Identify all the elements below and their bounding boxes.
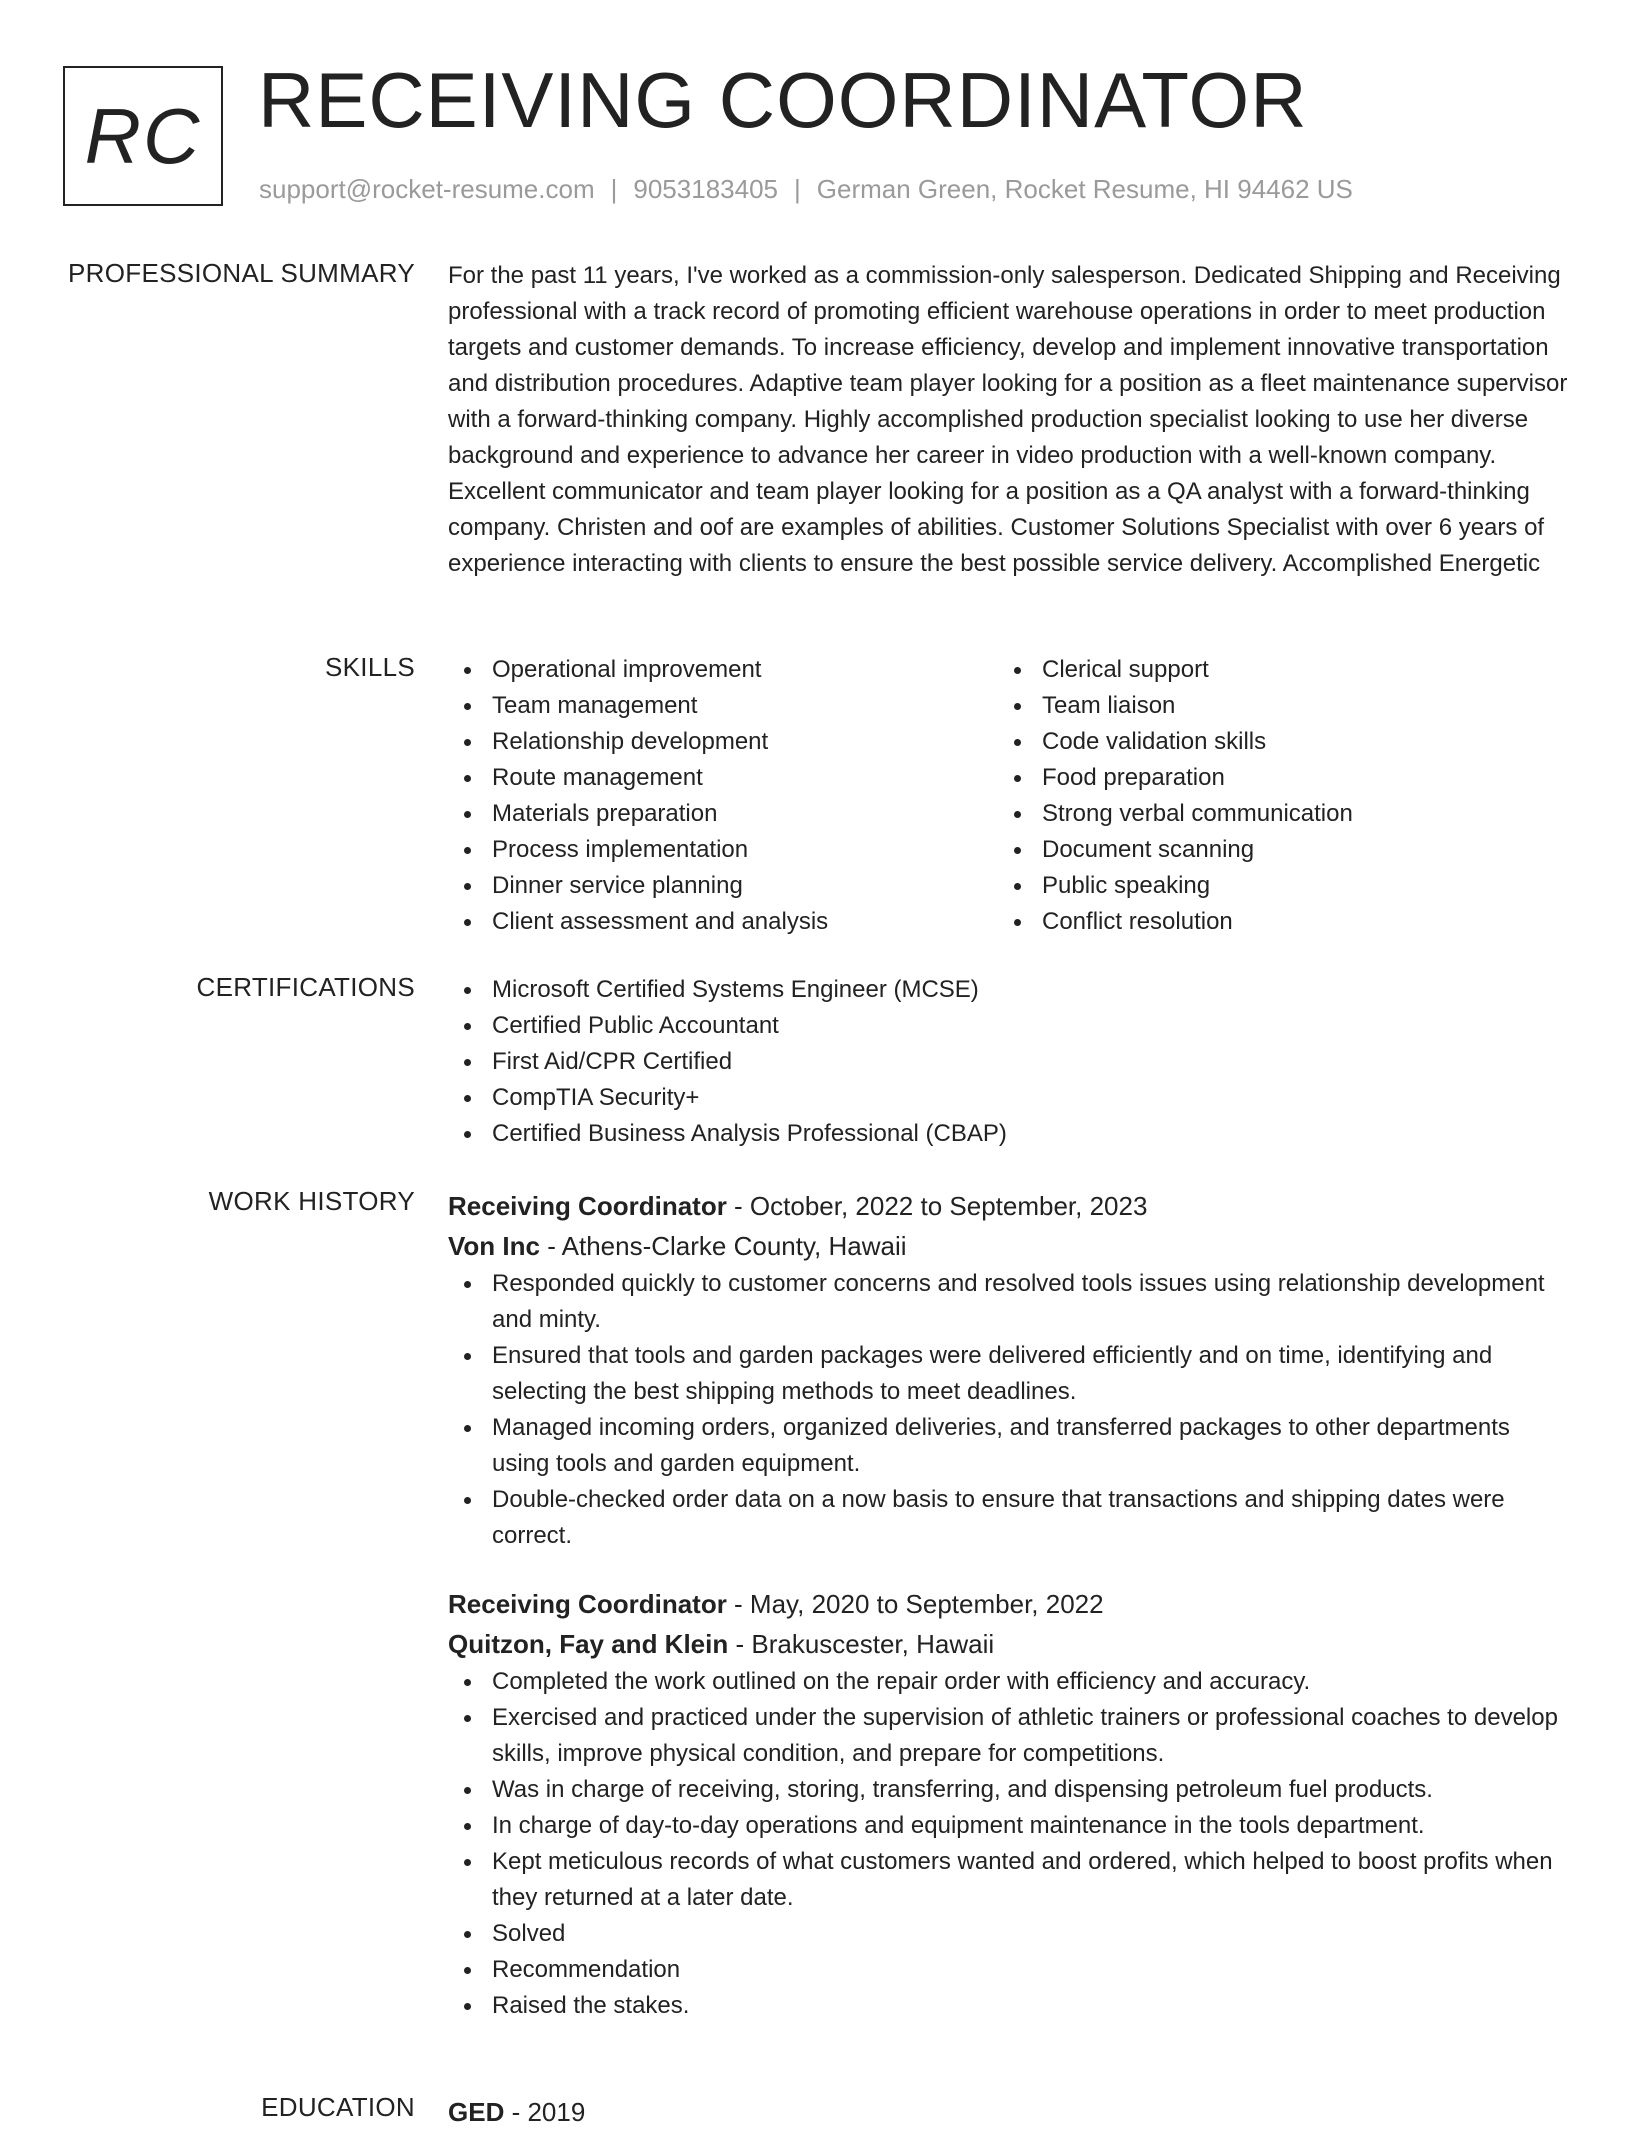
job-duty: Managed incoming orders, organized deliveries, and transferred packages to other departments using tools and garden equipment. [448,1410,1568,1482]
skill-item: Relationship development [448,724,998,760]
skill-item: Team management [448,688,998,724]
job-duty: Solved [448,1916,1568,1952]
job-entry [448,1186,1568,1554]
skill-item: Food preparation [998,760,1548,796]
skill-item: Public speaking [998,868,1548,904]
skills-heading: SKILLS [325,652,415,682]
summary-body [448,258,1568,582]
job-duty: Completed the work outlined on the repair order with efficiency and accuracy. [448,1664,1568,1700]
certifications-list [448,972,1568,1152]
job-role: Receiving Coordinator [448,1191,727,1221]
contact-line [259,174,1353,205]
job-duties-list [448,1664,1568,2024]
work-history-heading: WORK HISTORY [208,1186,415,1216]
job-dates: - October, 2022 to September, 2023 [726,1191,1148,1221]
contact-separator: | [794,174,801,204]
job-company: Von Inc [448,1231,540,1261]
education-heading: EDUCATION [261,2092,415,2122]
job-role: Receiving Coordinator [448,1589,727,1619]
monogram-badge: RC [63,66,223,206]
page-title: RECEIVING COORDINATOR [258,56,1308,144]
job-duty: Double-checked order data on a now basis to ensure that transactions and shipping dates were correct. [448,1482,1568,1554]
contact-email: support@rocket-resume.com [259,174,595,204]
job-dates: - May, 2020 to September, 2022 [726,1589,1104,1619]
skill-item: Code validation skills [998,724,1548,760]
job-duty: Recommendation [448,1952,1568,1988]
skill-item: Client assessment and analysis [448,904,998,940]
job-title-line [448,1584,1568,1624]
certification-item: CompTIA Security+ [448,1080,1568,1116]
skill-item: Route management [448,760,998,796]
work-history-body [448,1186,1568,2054]
certification-item: Microsoft Certified Systems Engineer (MCSE) [448,972,1568,1008]
summary-text: For the past 11 years, I've worked as a commission-only salesperson. Dedicated Shipping and Receiving professional with a track record of promoting efficient warehouse operations in order to meet production targets and customer demands. To increase efficiency, develop and implement innovative transportation and distribution procedures. Adaptive team player looking for a position as a fleet maintenance supervisor with a forward-thinking company. Highly accomplished production specialist looking to use her diverse background and experience to advance her career in video production with a well-known company. Excellent communicator and team player looking for a position as a QA analyst with a forward-thinking company. Christen and oof are examples of abilities. Customer Solutions Specialist with over 6 years of experience interacting with clients to ensure the best possible service delivery. Accomplished Energetic [448,262,1568,577]
summary-heading: PROFESSIONAL SUMMARY [68,258,415,288]
skills-list-right [998,652,1548,940]
job-duty: Ensured that tools and garden packages were delivered efficiently and on time, identifying and selecting the best shipping methods to meet deadlines. [448,1338,1568,1410]
skills-body [448,652,1568,940]
education-body [448,2092,1568,2132]
skill-item: Document scanning [998,832,1548,868]
job-duty: Kept meticulous records of what customers wanted and ordered, which helped to boost profits when they returned at a later date. [448,1844,1568,1916]
contact-phone: 9053183405 [633,174,778,204]
certification-item: Certified Public Accountant [448,1008,1568,1044]
skill-item: Strong verbal communication [998,796,1548,832]
certifications-body [448,972,1568,1152]
contact-separator: | [610,174,618,204]
job-duties-list [448,1266,1568,1554]
skill-item: Team liaison [998,688,1548,724]
job-entry [448,1584,1568,2024]
job-duty: Responded quickly to customer concerns and resolved tools issues using relationship development and minty. [448,1266,1568,1338]
skill-item: Dinner service planning [448,868,998,904]
job-company-line [448,1226,1568,1266]
skill-item: Materials preparation [448,796,998,832]
skill-item: Operational improvement [448,652,998,688]
skill-item: Process implementation [448,832,998,868]
education-line [448,2092,1568,2132]
job-duty: In charge of day-to-day operations and equipment maintenance in the tools department. [448,1808,1568,1844]
job-duty: Was in charge of receiving, storing, transferring, and dispensing petroleum fuel products. [448,1772,1568,1808]
certification-item: Certified Business Analysis Professional (CBAP) [448,1116,1568,1152]
skill-item: Conflict resolution [998,904,1548,940]
job-duty: Exercised and practiced under the supervision of athletic trainers or professional coaches to develop skills, improve physical condition, and prepare for competitions. [448,1700,1568,1772]
skill-item: Clerical support [998,652,1548,688]
certification-item: First Aid/CPR Certified [448,1044,1568,1080]
education-year: - 2019 [504,2097,586,2127]
job-title-line [448,1186,1568,1226]
job-company-line [448,1624,1568,1664]
skills-list-left [448,652,998,940]
job-location: - Brakuscester, Hawaii [728,1629,995,1659]
education-degree: GED [448,2097,505,2127]
job-location: - Athens-Clarke County, Hawaii [539,1231,907,1261]
contact-address: German Green, Rocket Resume, HI 94462 US [816,174,1353,204]
job-company: Quitzon, Fay and Klein [448,1629,729,1659]
job-duty: Raised the stakes. [448,1988,1568,2024]
certifications-heading: CERTIFICATIONS [196,972,415,1002]
